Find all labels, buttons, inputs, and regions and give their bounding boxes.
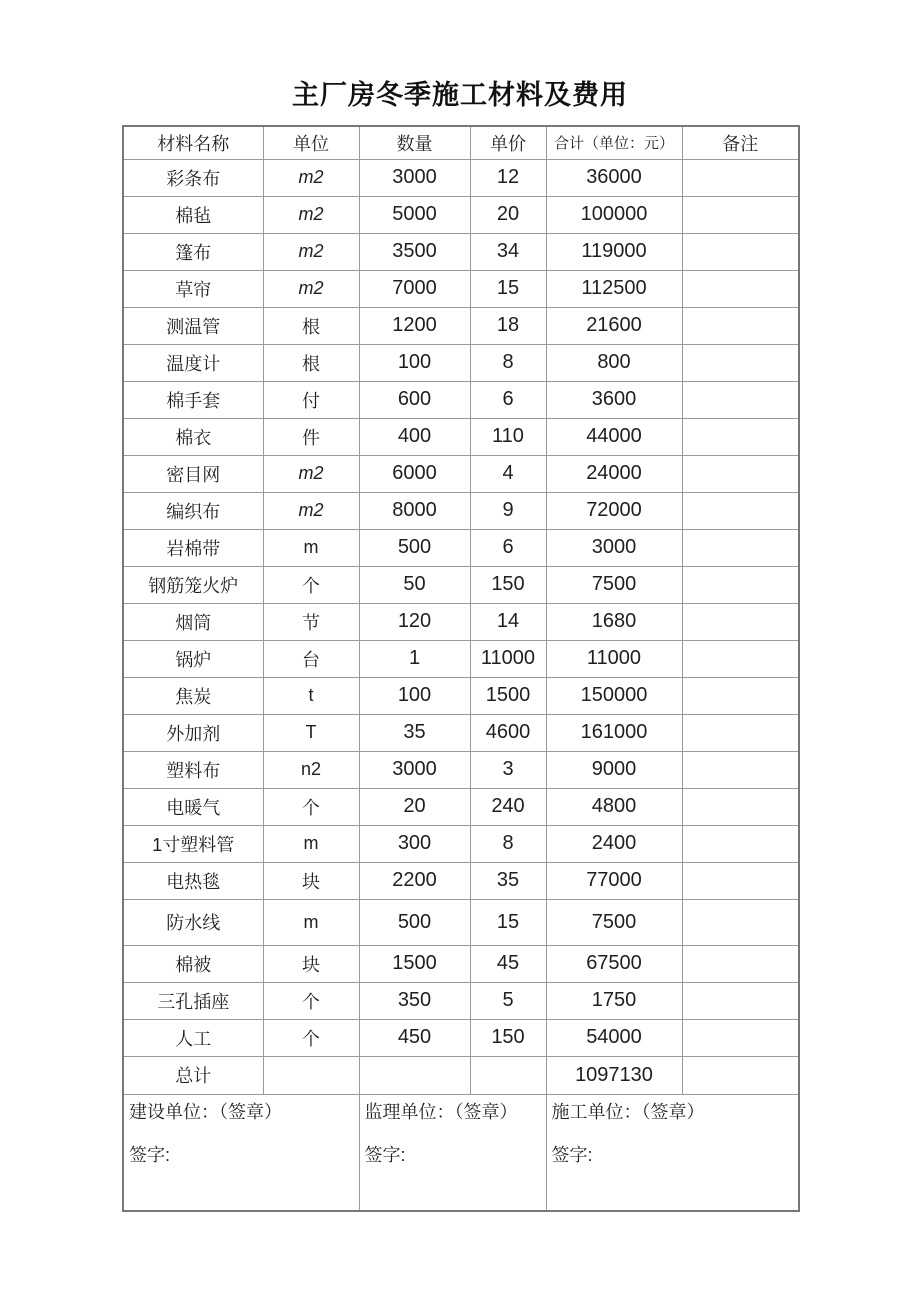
cell-total: 4800 bbox=[546, 788, 682, 825]
table-row bbox=[123, 381, 799, 418]
cell-quantity: 3000 bbox=[359, 751, 470, 788]
cell-unit: 件 bbox=[263, 418, 359, 455]
table-row bbox=[123, 899, 799, 945]
cell-remark bbox=[682, 751, 799, 788]
cell-quantity: 5000 bbox=[359, 196, 470, 233]
table-row bbox=[123, 825, 799, 862]
table-row bbox=[123, 788, 799, 825]
cell-total: 3000 bbox=[546, 529, 682, 566]
cell-total: 112500 bbox=[546, 270, 682, 307]
cell-unit-price: 8 bbox=[470, 344, 546, 381]
cell-unit: m2 bbox=[263, 233, 359, 270]
cell-material-name: 三孔插座 bbox=[123, 982, 263, 1019]
cell-material-name: 烟筒 bbox=[123, 603, 263, 640]
table-row bbox=[123, 751, 799, 788]
table-body bbox=[123, 159, 799, 1056]
cell-material-name: 塑料布 bbox=[123, 751, 263, 788]
cell-remark bbox=[682, 677, 799, 714]
cell-total: 77000 bbox=[546, 862, 682, 899]
cell-material-name: 防水线 bbox=[123, 899, 263, 945]
cell-material-name: 篷布 bbox=[123, 233, 263, 270]
header-row bbox=[123, 126, 799, 159]
cell-quantity: 600 bbox=[359, 381, 470, 418]
cell-unit-price: 6 bbox=[470, 381, 546, 418]
header-cell-material-name: 材料名称 bbox=[123, 126, 263, 159]
cell-unit-price: 4600 bbox=[470, 714, 546, 751]
cell-remark bbox=[682, 159, 799, 196]
cell-unit-price: 4 bbox=[470, 455, 546, 492]
cell-remark bbox=[682, 196, 799, 233]
cell-quantity: 1 bbox=[359, 640, 470, 677]
cell-unit: 节 bbox=[263, 603, 359, 640]
cell-unit-price: 15 bbox=[470, 270, 546, 307]
cell-quantity: 6000 bbox=[359, 455, 470, 492]
table-row bbox=[123, 492, 799, 529]
document-content bbox=[122, 0, 798, 1212]
cell-material-name: 彩条布 bbox=[123, 159, 263, 196]
cell-material-name: 外加剂 bbox=[123, 714, 263, 751]
cell-quantity: 1500 bbox=[359, 945, 470, 982]
cell-material-name: 密目网 bbox=[123, 455, 263, 492]
signature-row bbox=[123, 1094, 799, 1211]
table-row bbox=[123, 196, 799, 233]
table-row bbox=[123, 677, 799, 714]
signature-cell-contractor-unit bbox=[546, 1094, 799, 1211]
table-row bbox=[123, 233, 799, 270]
cell-unit-price: 18 bbox=[470, 307, 546, 344]
cell-unit-price: 240 bbox=[470, 788, 546, 825]
cell-unit-price: 5 bbox=[470, 982, 546, 1019]
cell-unit: m2 bbox=[263, 159, 359, 196]
cell-material-name: 人工 bbox=[123, 1019, 263, 1056]
cell-total: 119000 bbox=[546, 233, 682, 270]
cell-quantity: 2200 bbox=[359, 862, 470, 899]
cell-quantity: 400 bbox=[359, 418, 470, 455]
cell-total: 36000 bbox=[546, 159, 682, 196]
cell-quantity: 500 bbox=[359, 529, 470, 566]
cell-quantity: 500 bbox=[359, 899, 470, 945]
table-row bbox=[123, 270, 799, 307]
cell-quantity: 20 bbox=[359, 788, 470, 825]
cell-total: 54000 bbox=[546, 1019, 682, 1056]
cell-remark bbox=[682, 344, 799, 381]
table-row bbox=[123, 714, 799, 751]
cell-remark bbox=[682, 982, 799, 1019]
cell-quantity: 3500 bbox=[359, 233, 470, 270]
cell-quantity: 1200 bbox=[359, 307, 470, 344]
signature-cell-construction-unit bbox=[123, 1094, 359, 1211]
cell-quantity: 300 bbox=[359, 825, 470, 862]
cell-unit: 个 bbox=[263, 566, 359, 603]
cell-material-name: 电热毯 bbox=[123, 862, 263, 899]
cell-unit: 块 bbox=[263, 945, 359, 982]
table-row bbox=[123, 159, 799, 196]
supervision-unit-seal-label: 监理单位：（签章） bbox=[364, 1101, 518, 1122]
cell-total: 1680 bbox=[546, 603, 682, 640]
total-qty-cell bbox=[359, 1056, 470, 1094]
total-unit-cell bbox=[263, 1056, 359, 1094]
table-row bbox=[123, 344, 799, 381]
cell-unit: m2 bbox=[263, 196, 359, 233]
cell-total: 21600 bbox=[546, 307, 682, 344]
cell-unit-price: 12 bbox=[470, 159, 546, 196]
materials-table bbox=[122, 125, 800, 1212]
cell-total: 2400 bbox=[546, 825, 682, 862]
signature-cell-supervision-unit bbox=[359, 1094, 546, 1211]
total-value-cell: 1097130 bbox=[546, 1056, 682, 1094]
table-row bbox=[123, 945, 799, 982]
cell-remark bbox=[682, 381, 799, 418]
cell-quantity: 100 bbox=[359, 344, 470, 381]
cell-material-name: 测温管 bbox=[123, 307, 263, 344]
header-cell-unit: 单位 bbox=[263, 126, 359, 159]
cell-quantity: 450 bbox=[359, 1019, 470, 1056]
cell-unit: 根 bbox=[263, 307, 359, 344]
cell-unit-price: 1500 bbox=[470, 677, 546, 714]
cell-unit-price: 3 bbox=[470, 751, 546, 788]
cell-unit-price: 6 bbox=[470, 529, 546, 566]
cell-remark bbox=[682, 492, 799, 529]
cell-unit-price: 110 bbox=[470, 418, 546, 455]
cell-unit: n2 bbox=[263, 751, 359, 788]
cell-material-name: 编织布 bbox=[123, 492, 263, 529]
header-cell-total: 合计（单位：元） bbox=[546, 126, 682, 159]
table-row bbox=[123, 566, 799, 603]
cell-quantity: 350 bbox=[359, 982, 470, 1019]
total-price-cell bbox=[470, 1056, 546, 1094]
cell-unit-price: 9 bbox=[470, 492, 546, 529]
cell-remark bbox=[682, 825, 799, 862]
cell-remark bbox=[682, 862, 799, 899]
cell-unit: 个 bbox=[263, 788, 359, 825]
cell-material-name: 电暖气 bbox=[123, 788, 263, 825]
cell-material-name: 棉手套 bbox=[123, 381, 263, 418]
cell-quantity: 3000 bbox=[359, 159, 470, 196]
cell-unit: m2 bbox=[263, 270, 359, 307]
cell-unit: t bbox=[263, 677, 359, 714]
cell-material-name: 温度计 bbox=[123, 344, 263, 381]
cell-quantity: 120 bbox=[359, 603, 470, 640]
cell-material-name: 草帘 bbox=[123, 270, 263, 307]
cell-quantity: 50 bbox=[359, 566, 470, 603]
total-remark-cell bbox=[682, 1056, 799, 1094]
cell-unit-price: 14 bbox=[470, 603, 546, 640]
cell-remark bbox=[682, 899, 799, 945]
cell-material-name: 1寸塑料管 bbox=[123, 825, 263, 862]
cell-unit-price: 34 bbox=[470, 233, 546, 270]
table-row bbox=[123, 455, 799, 492]
construction-unit-seal-label: 建设单位：（签章） bbox=[129, 1101, 282, 1122]
cell-remark bbox=[682, 307, 799, 344]
header-cell-remark: 备注 bbox=[682, 126, 799, 159]
cell-material-name: 焦炭 bbox=[123, 677, 263, 714]
cell-material-name: 棉衣 bbox=[123, 418, 263, 455]
cell-total: 67500 bbox=[546, 945, 682, 982]
contractor-unit-seal-label: 施工单位：（签章） bbox=[551, 1101, 705, 1122]
cell-remark bbox=[682, 418, 799, 455]
cell-remark bbox=[682, 455, 799, 492]
table-footer bbox=[123, 1056, 799, 1211]
cell-unit-price: 15 bbox=[470, 899, 546, 945]
cell-unit-price: 11000 bbox=[470, 640, 546, 677]
cell-unit-price: 150 bbox=[470, 1019, 546, 1056]
table-row bbox=[123, 1019, 799, 1056]
cell-quantity: 100 bbox=[359, 677, 470, 714]
cell-remark bbox=[682, 233, 799, 270]
cell-unit: 根 bbox=[263, 344, 359, 381]
header-cell-unit-price: 单价 bbox=[470, 126, 546, 159]
contractor-unit-sign-label: 签字: bbox=[551, 1144, 593, 1165]
total-label-cell: 总计 bbox=[123, 1056, 263, 1094]
table-row bbox=[123, 862, 799, 899]
cell-total: 11000 bbox=[546, 640, 682, 677]
total-row bbox=[123, 1056, 799, 1094]
cell-material-name: 锅炉 bbox=[123, 640, 263, 677]
cell-material-name: 棉毡 bbox=[123, 196, 263, 233]
cell-total: 100000 bbox=[546, 196, 682, 233]
cell-unit: m2 bbox=[263, 455, 359, 492]
header-cell-quantity: 数量 bbox=[359, 126, 470, 159]
cell-unit-price: 150 bbox=[470, 566, 546, 603]
cell-remark bbox=[682, 529, 799, 566]
cell-total: 800 bbox=[546, 344, 682, 381]
cell-total: 9000 bbox=[546, 751, 682, 788]
cell-total: 24000 bbox=[546, 455, 682, 492]
cell-unit: m bbox=[263, 825, 359, 862]
cell-total: 72000 bbox=[546, 492, 682, 529]
cell-remark bbox=[682, 714, 799, 751]
table-row bbox=[123, 603, 799, 640]
cell-unit: m bbox=[263, 899, 359, 945]
doc-title: 主厂房冬季施工材料及费用 bbox=[292, 80, 628, 110]
cell-unit-price: 45 bbox=[470, 945, 546, 982]
table-row bbox=[123, 640, 799, 677]
cell-remark bbox=[682, 270, 799, 307]
cell-remark bbox=[682, 603, 799, 640]
cell-unit-price: 20 bbox=[470, 196, 546, 233]
cell-remark bbox=[682, 640, 799, 677]
cell-total: 1750 bbox=[546, 982, 682, 1019]
cell-quantity: 35 bbox=[359, 714, 470, 751]
cell-unit-price: 35 bbox=[470, 862, 546, 899]
construction-unit-sign-label: 签字: bbox=[129, 1144, 171, 1165]
table-row bbox=[123, 307, 799, 344]
cell-unit-price: 8 bbox=[470, 825, 546, 862]
cell-total: 7500 bbox=[546, 566, 682, 603]
cell-total: 3600 bbox=[546, 381, 682, 418]
table-row bbox=[123, 418, 799, 455]
cell-total: 150000 bbox=[546, 677, 682, 714]
table-row bbox=[123, 529, 799, 566]
cell-total: 44000 bbox=[546, 418, 682, 455]
cell-unit: 个 bbox=[263, 982, 359, 1019]
cell-unit: 付 bbox=[263, 381, 359, 418]
cell-unit: 台 bbox=[263, 640, 359, 677]
cell-remark bbox=[682, 566, 799, 603]
cell-total: 161000 bbox=[546, 714, 682, 751]
cell-unit: m bbox=[263, 529, 359, 566]
cell-quantity: 8000 bbox=[359, 492, 470, 529]
cell-unit: 个 bbox=[263, 1019, 359, 1056]
table-header bbox=[123, 126, 799, 159]
cell-material-name: 棉被 bbox=[123, 945, 263, 982]
cell-material-name: 岩棉带 bbox=[123, 529, 263, 566]
cell-material-name: 钢筋笼火炉 bbox=[123, 566, 263, 603]
table-row bbox=[123, 982, 799, 1019]
cell-remark bbox=[682, 1019, 799, 1056]
supervision-unit-sign-label: 签字: bbox=[364, 1144, 406, 1165]
cell-quantity: 7000 bbox=[359, 270, 470, 307]
cell-unit: 块 bbox=[263, 862, 359, 899]
cell-remark bbox=[682, 788, 799, 825]
cell-unit: m2 bbox=[263, 492, 359, 529]
cell-remark bbox=[682, 945, 799, 982]
cell-total: 7500 bbox=[546, 899, 682, 945]
cell-unit: T bbox=[263, 714, 359, 751]
